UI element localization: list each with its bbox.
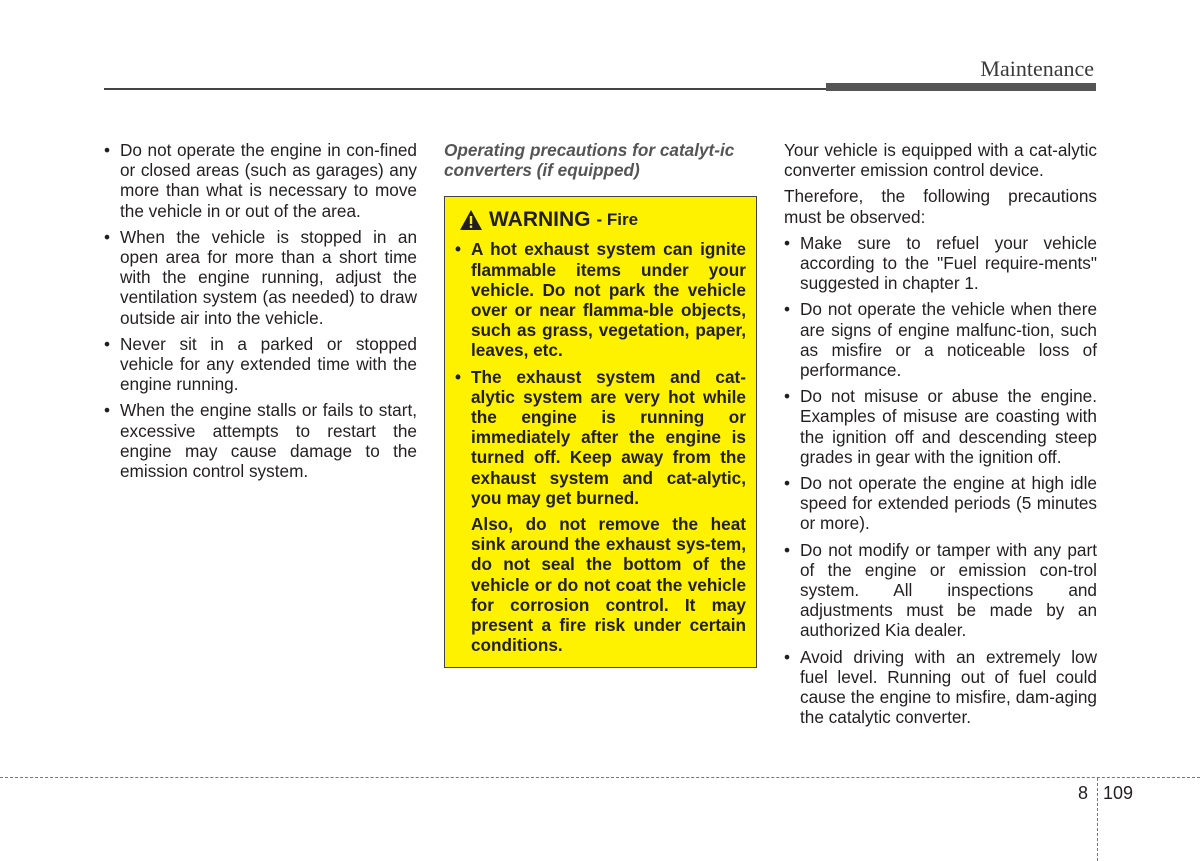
warning-list [455, 239, 746, 508]
list-item: • Do not operate the engine in con-fined or closed areas (such as garages) any more than what is necessary to move the vehicle in or out of the area. [104, 140, 417, 221]
list-item: • Never sit in a parked or stopped vehicle for any extended time with the engine running. [104, 334, 417, 395]
precaution-list [104, 140, 417, 481]
list-item: • A hot exhaust system can ignite flammable items under your vehicle. Do not park the vehicle over or near flamma-ble objects, such as grass, vegetation, paper, leaves, etc. [455, 239, 746, 360]
right-column [784, 140, 1097, 733]
list-item: • The exhaust system and cat-alytic system are very hot while the engine is running or immediately after the engine is turned off. Keep away from the exhaust system and cat-alytic, you may get burned. [455, 367, 746, 508]
list-item: • Avoid driving with an extremely low fuel level. Running out of fuel could cause the engine to misfire, dam-aging the catalytic converter. [784, 647, 1097, 728]
list-item: • Do not modify or tamper with any part of the engine or emission con-trol system. All inspections and adjustments must be made by an authorized Kia dealer. [784, 540, 1097, 641]
warning-header [455, 209, 746, 231]
warning-triangle-icon [459, 209, 483, 231]
list-item: • Make sure to refuel your vehicle according to the "Fuel require-ments" suggested in chapter 1. [784, 233, 1097, 294]
lead-paragraph: Therefore, the following precautions must be observed: [784, 186, 1097, 227]
list-item: • Do not operate the engine at high idle speed for extended periods (5 minutes or more). [784, 473, 1097, 534]
header-rule [104, 88, 826, 90]
page-header-title: Maintenance [980, 56, 1094, 81]
page-number: 109 [1103, 783, 1134, 803]
left-column [104, 140, 417, 487]
precaution-list [784, 233, 1097, 728]
chapter-number: 8 [1077, 783, 1088, 803]
intro-paragraph: Your vehicle is equipped with a cat-alytic converter emission control device. [784, 140, 1097, 181]
header-rule-accent [826, 83, 1096, 91]
list-item: • When the engine stalls or fails to start, excessive attempts to restart the engine may cause damage to the emission control system. [104, 400, 417, 481]
middle-column [444, 140, 757, 668]
footer-vertical-divider [1097, 778, 1098, 861]
footer-divider [0, 777, 1200, 778]
warning-box [444, 196, 757, 668]
warning-title: WARNING [489, 208, 591, 232]
warning-continuation: Also, do not remove the heat sink around the exhaust sys-tem, do not seal the bottom of the vehicle or do not coat the vehicle for corrosion control. It may present a fire risk under certain conditions. [471, 514, 746, 656]
warning-subtitle: - Fire [596, 210, 639, 230]
list-item: • Do not operate the vehicle when there are signs of engine malfunc-tion, such as misfire or a noticeable loss of performance. [784, 299, 1097, 380]
list-item: • When the vehicle is stopped in an open area for more than a short time with the engine running, adjust the ventilation system (as needed) to draw outside air into the vehicle. [104, 227, 417, 328]
list-item: • Do not misuse or abuse the engine. Examples of misuse are coasting with the ignition off and descending steep grades in gear with the ignition off. [784, 386, 1097, 467]
section-heading: Operating precautions for catalyt-ic converters (if equipped) [444, 140, 735, 181]
